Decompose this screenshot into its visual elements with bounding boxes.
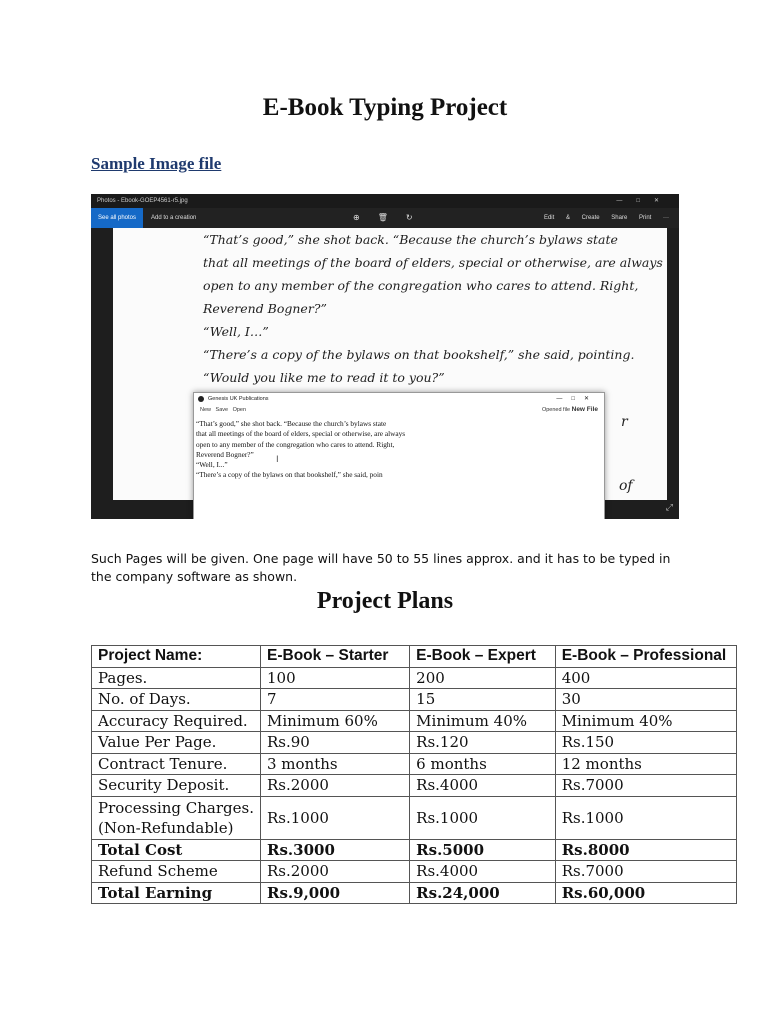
editor-line: that all meetings of the board of elders, special or otherwise, are always (196, 429, 406, 439)
table-cell: Rs.2000 (261, 775, 410, 797)
document-title: E-Book Typing Project (262, 94, 508, 121)
handwritten-fragment: of (619, 478, 633, 494)
table-row (92, 882, 737, 904)
minimize-icon[interactable]: — (556, 396, 572, 402)
table-cell: 12 months (555, 753, 736, 775)
table-cell: Rs.4000 (410, 861, 556, 883)
header-cell: E-Book – Expert (410, 646, 556, 668)
handwritten-line: “There’s a copy of the bylaws on that bookshelf,” she said, pointing. (203, 347, 635, 362)
table-cell: No. of Days. (92, 689, 261, 711)
table-cell: Rs.7000 (555, 775, 736, 797)
project-plans-table (91, 645, 737, 904)
table-cell: Rs.9,000 (261, 882, 410, 904)
maximize-icon[interactable]: □ (636, 198, 654, 204)
edit-create-button[interactable]: Edit & Create (543, 215, 600, 221)
text-cursor-icon: I (276, 455, 279, 465)
expand-icon[interactable]: ⤢ (665, 503, 673, 513)
photos-titlebar (91, 194, 679, 208)
header-cell: E-Book – Starter (261, 646, 410, 668)
editor-window-controls (556, 393, 598, 405)
app-logo-icon (198, 396, 204, 402)
table-cell: Pages. (92, 667, 261, 689)
description-paragraph: Such Pages will be given. One page will have 50 to 55 lines approx. and it has to be typed in the company software as shown. (91, 551, 671, 584)
editor-line: Reverend Bogner?” (196, 449, 254, 459)
table-cell: Minimum 60% (261, 710, 410, 732)
table-cell: Rs.4000 (410, 775, 556, 797)
table-row (92, 710, 737, 732)
sample-screenshot (91, 194, 679, 519)
editor-file-status (542, 405, 598, 415)
table-cell: Value Per Page. (92, 732, 261, 754)
handwritten-line: Reverend Bogner?” (203, 301, 327, 316)
editor-line: “There’s a copy of the bylaws on that bookshelf,” she said, poin (196, 470, 383, 480)
table-cell: Rs.1000 (261, 796, 410, 839)
editor-text-area[interactable] (196, 419, 405, 481)
table-header-row (92, 646, 737, 668)
table-row (92, 732, 737, 754)
toolbar-right (544, 208, 669, 228)
editor-line: “That’s good,” she shot back. “Because the church’s bylaws state (196, 419, 387, 428)
photos-toolbar (91, 208, 679, 228)
share-button[interactable]: Share (611, 215, 628, 221)
close-icon[interactable]: ✕ (583, 396, 598, 402)
delete-icon[interactable]: 🗑 (377, 213, 406, 222)
table-row (92, 775, 737, 797)
table-cell: 15 (410, 689, 556, 711)
table-cell: 6 months (410, 753, 556, 775)
table-row (92, 667, 737, 689)
table-cell: Rs.7000 (555, 861, 736, 883)
table-cell: Minimum 40% (555, 710, 736, 732)
minimize-icon[interactable]: — (616, 198, 637, 204)
opened-file-label: Opened file (541, 407, 571, 413)
processing-sub-label: (Non-Refundable) (98, 818, 234, 837)
table-cell: 7 (261, 689, 410, 711)
table-cell: Security Deposit. (92, 775, 261, 797)
editor-line: “Well, I...” (196, 460, 228, 470)
table-cell (92, 796, 261, 839)
zoom-icon[interactable]: ⊕ (353, 213, 378, 222)
table-cell: Rs.24,000 (410, 882, 556, 904)
table-cell: Accuracy Required. (92, 710, 261, 732)
more-button[interactable]: ··· (663, 215, 669, 221)
table-cell: Minimum 40% (410, 710, 556, 732)
close-icon[interactable]: ✕ (653, 198, 673, 204)
table-cell: 3 months (261, 753, 410, 775)
maximize-icon[interactable]: □ (571, 396, 584, 402)
table-row (92, 839, 737, 861)
handwritten-text (203, 228, 663, 389)
add-to-creation-button[interactable]: Add to a creation (151, 215, 197, 221)
table-cell: Rs.5000 (410, 839, 556, 861)
table-cell: Refund Scheme (92, 861, 261, 883)
handwritten-line: “Well, I…” (203, 324, 269, 339)
table-cell: 400 (555, 667, 736, 689)
handwritten-fragment: r (621, 414, 628, 430)
handwritten-line: “That’s good,” she shot back. “Because the church’s bylaws state (203, 232, 618, 247)
editor-title: Genesis UK Publications (208, 396, 269, 402)
print-button[interactable]: Print (638, 215, 652, 221)
photos-window-controls (616, 194, 673, 208)
table-cell: Rs.2000 (261, 861, 410, 883)
table-cell: Rs.120 (410, 732, 556, 754)
processing-label: Processing Charges. (98, 798, 254, 817)
handwritten-line: “Would you like me to read it to you?” (203, 370, 445, 385)
table-cell: Total Cost (92, 839, 261, 861)
table-cell: Rs.1000 (410, 796, 556, 839)
toolbar-icons (353, 208, 431, 228)
table-cell: Rs.3000 (261, 839, 410, 861)
table-cell: Rs.1000 (555, 796, 736, 839)
photos-window-title: Photos - Ebook-GOEP4561-r5.jpg (97, 198, 188, 204)
table-cell: 100 (261, 667, 410, 689)
sample-image-link[interactable]: Sample Image file (91, 154, 222, 173)
editor-line: open to any member of the congregation who cares to attend. Right, (196, 439, 395, 449)
table-row (92, 796, 737, 839)
table-cell: Rs.90 (261, 732, 410, 754)
table-cell: Total Earning (92, 882, 261, 904)
editor-window (193, 392, 605, 519)
table-row (92, 861, 737, 883)
table-cell: Contract Tenure. (92, 753, 261, 775)
header-cell: Project Name: (92, 646, 261, 668)
handwritten-line: open to any member of the congregation who cares to attend. Right, (203, 278, 639, 293)
table-cell: 200 (410, 667, 556, 689)
new-file-button[interactable]: New File (571, 406, 598, 413)
editor-menu[interactable]: New Save Open (200, 407, 247, 413)
header-cell: E-Book – Professional (555, 646, 736, 668)
see-all-photos-button[interactable]: See all photos (91, 208, 143, 228)
editor-titlebar (194, 393, 604, 405)
table-cell: Rs.150 (555, 732, 736, 754)
rotate-icon[interactable]: ↻ (405, 213, 431, 222)
table-cell: Rs.60,000 (555, 882, 736, 904)
table-cell: 30 (555, 689, 736, 711)
handwritten-line: that all meetings of the board of elders, special or otherwise, are always (203, 255, 663, 270)
table-row (92, 753, 737, 775)
table-cell: Rs.8000 (555, 839, 736, 861)
plans-heading: Project Plans (316, 588, 454, 614)
table-row (92, 689, 737, 711)
